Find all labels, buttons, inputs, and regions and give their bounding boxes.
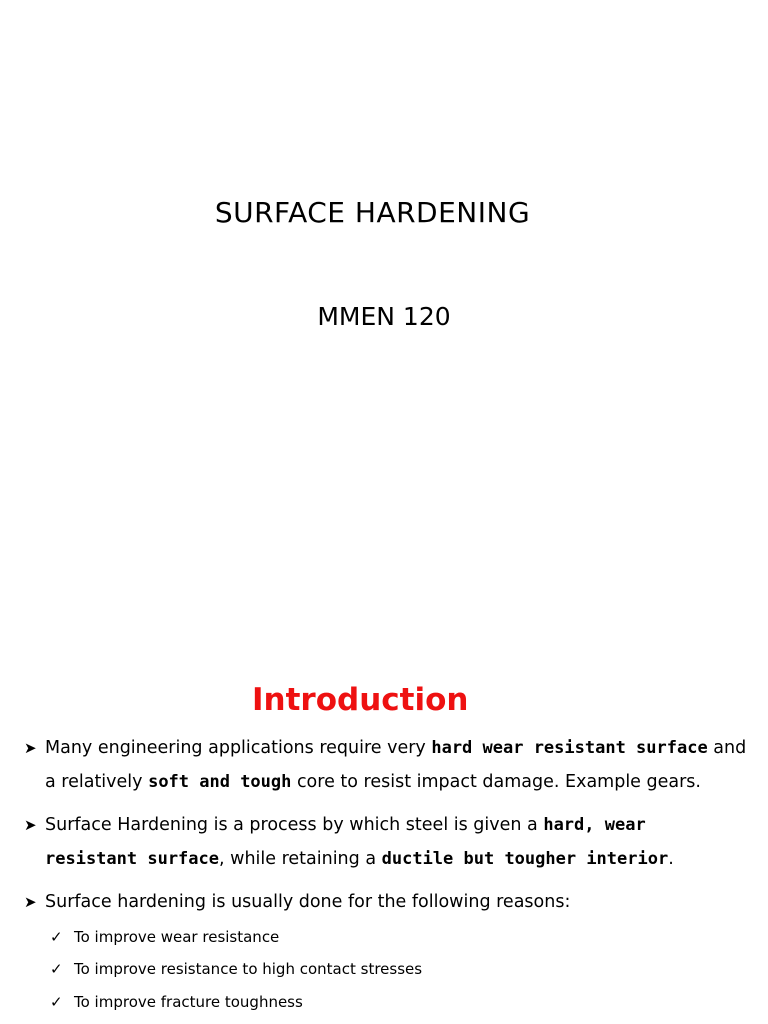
bullet-item: [24, 731, 754, 801]
reason-text: To improve wear resistance: [74, 928, 280, 946]
bullet-line: [45, 765, 701, 799]
reason-item: [50, 993, 303, 1011]
checkmark-icon: ✓: [50, 928, 63, 946]
bullet-item: [24, 808, 754, 878]
bullet-text: Many engineering applications require very: [45, 738, 432, 758]
bullet-text: core to resist impact damage. Example gears.: [291, 772, 701, 792]
bullet-line: [45, 731, 746, 765]
bullet-emphasis: soft and tough: [148, 772, 292, 792]
bullet-text: , while retaining a: [219, 849, 382, 869]
arrow-bullet-icon: ➤: [24, 739, 37, 757]
reason-item: [50, 960, 422, 978]
bullet-text: .: [668, 849, 674, 869]
reason-item: [50, 928, 279, 946]
bullet-text: and: [707, 738, 747, 758]
reason-text: To improve resistance to high contact stresses: [74, 960, 423, 978]
bullet-emphasis: hard wear resistant surface: [431, 738, 708, 758]
bullet-emphasis: resistant surface: [45, 849, 219, 869]
bullet-item: [24, 885, 754, 921]
checkmark-icon: ✓: [50, 993, 63, 1011]
arrow-bullet-icon: ➤: [24, 893, 37, 911]
bullet-text: Surface hardening is usually done for the following reasons:: [45, 892, 571, 912]
bullet-emphasis: ductile but tougher interior: [381, 849, 669, 869]
bullet-text: Surface Hardening is a process by which steel is given a: [45, 815, 544, 835]
reason-text: To improve fracture toughness: [74, 993, 303, 1011]
arrow-bullet-icon: ➤: [24, 816, 37, 834]
bullet-text: a relatively: [45, 772, 149, 792]
checkmark-icon: ✓: [50, 960, 63, 978]
bullet-emphasis: hard, wear: [543, 815, 646, 835]
page-title: SURFACE HARDENING: [214, 196, 531, 229]
bullet-line: [45, 885, 570, 919]
bullet-line: [45, 842, 674, 876]
course-code: MMEN 120: [317, 302, 451, 331]
section-heading: Introduction: [252, 682, 469, 718]
bullet-line: [45, 808, 646, 842]
